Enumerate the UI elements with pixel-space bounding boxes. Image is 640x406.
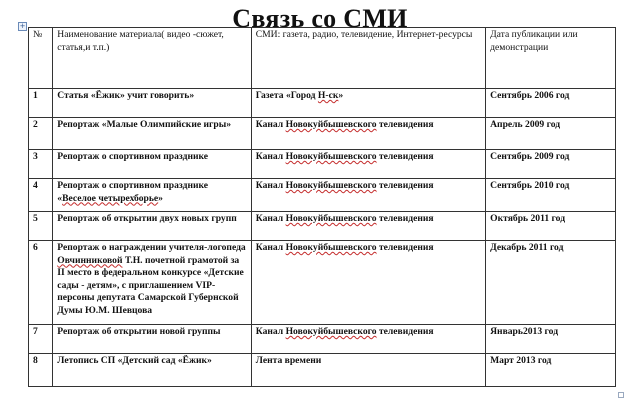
cell-number[interactable]: 8 [29, 354, 53, 387]
cell-media[interactable]: Канал Новокуйбышевского телевидения [251, 212, 485, 241]
spelling-flag: Н-ск [317, 90, 339, 101]
cell-media[interactable]: Лента времени [251, 354, 485, 387]
table-row [29, 179, 616, 212]
cell-material[interactable]: Репортаж о награждении учителя-логопеда Овчинниковой Т.Н. почетной грамотой за II место в федеральном конкурсе «Детские сады - детям», с приглашением VIP-персоны депутата Самарской Губернской Думы Ю.М. Шевцова [53, 241, 251, 325]
cell-date[interactable]: Сентябрь 2009 год [486, 150, 616, 179]
spelling-flag: Новокуйбышевского [285, 242, 377, 253]
cell-date[interactable]: Декабрь 2011 год [486, 241, 616, 325]
cell-media[interactable]: Канал Новокуйбышевского телевидения [251, 241, 485, 325]
cell-material[interactable]: Летопись СП «Детский сад «Ёжик» [53, 354, 251, 387]
header-material[interactable]: Наименование материала( видео -сюжет, статья,и т.п.) [53, 28, 251, 89]
table-row [29, 212, 616, 241]
spelling-flag: Веселое четырехборье [62, 192, 159, 204]
header-media[interactable]: СМИ: газета, радио, телевидение, Интернет-ресурсы [251, 28, 485, 89]
cell-material[interactable]: Статья «Ёжик» учит говорить» [53, 89, 251, 118]
cell-date[interactable]: Январь2013 год [486, 325, 616, 354]
cell-media[interactable]: Канал Новокуйбышевского телевидения [251, 150, 485, 179]
cell-number[interactable]: 1 [29, 89, 53, 118]
table-row [29, 89, 616, 118]
table-row [29, 325, 616, 354]
spelling-flag: Новокуйбышевского [285, 119, 377, 130]
spelling-flag: Новокуйбышевского [285, 326, 377, 337]
cell-material[interactable]: Репортаж о спортивном празднике «Веселое четырехборье» [53, 179, 251, 212]
table-header-row [29, 28, 616, 89]
table-resize-handle-icon[interactable] [618, 392, 624, 398]
table-move-handle-icon[interactable]: + [19, 22, 26, 30]
table-row [29, 150, 616, 179]
cell-number[interactable]: 2 [29, 118, 53, 150]
header-date[interactable]: Дата публикации или демонстрации [486, 28, 616, 89]
cell-material[interactable]: Репортаж об открытии двух новых групп [53, 212, 251, 241]
spelling-flag: Овчинниковой [57, 254, 123, 266]
header-number[interactable]: № [29, 28, 53, 89]
cell-media[interactable]: Газета «Город Н-ск» [251, 89, 485, 118]
spelling-flag: Новокуйбышевского [285, 213, 377, 224]
cell-number[interactable]: 4 [29, 179, 53, 212]
cell-date[interactable]: Октябрь 2011 год [486, 212, 616, 241]
cell-date[interactable]: Сентябрь 2006 год [486, 89, 616, 118]
cell-number[interactable]: 5 [29, 212, 53, 241]
cell-date[interactable]: Март 2013 год [486, 354, 616, 387]
page-title: Связь со СМИ [232, 4, 408, 33]
cell-number[interactable]: 6 [29, 241, 53, 325]
cell-date[interactable]: Апрель 2009 год [486, 118, 616, 150]
cell-media[interactable]: Канал Новокуйбышевского телевидения [251, 179, 485, 212]
cell-material[interactable]: Репортаж «Малые Олимпийские игры» [53, 118, 251, 150]
spelling-flag: Новокуйбышевского [285, 151, 377, 162]
table-row [29, 118, 616, 150]
cell-number[interactable]: 7 [29, 325, 53, 354]
table-row [29, 241, 616, 325]
table-row [29, 354, 616, 387]
cell-material[interactable]: Репортаж о спортивном празднике [53, 150, 251, 179]
spelling-flag: Новокуйбышевского [285, 180, 377, 191]
cell-date[interactable]: Сентябрь 2010 год [486, 179, 616, 212]
cell-media[interactable]: Канал Новокуйбышевского телевидения [251, 118, 485, 150]
cell-material[interactable]: Репортаж об открытии новой группы [53, 325, 251, 354]
cell-media[interactable]: Канал Новокуйбышевского телевидения [251, 325, 485, 354]
cell-number[interactable]: 3 [29, 150, 53, 179]
media-table [28, 27, 616, 387]
